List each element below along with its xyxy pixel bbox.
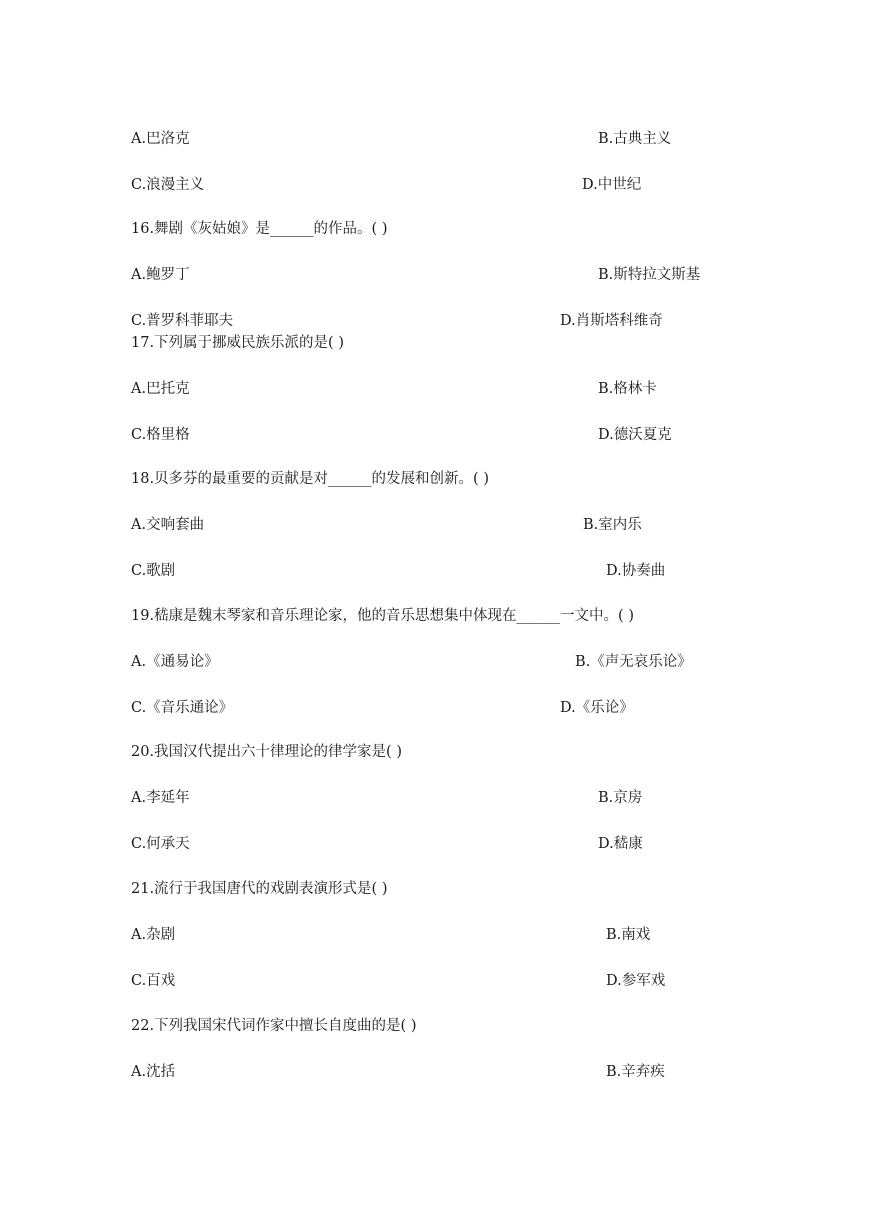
option-19-b: B.《声无哀乐论》: [575, 654, 692, 670]
option-21-b: B.南戏: [606, 927, 651, 943]
question-18: 18.贝多芬的最重要的贡献是对______的发展和创新。( ): [131, 471, 489, 487]
question-17: 17.下列属于挪威民族乐派的是( ): [131, 335, 344, 351]
option-18-c: C.歌剧: [131, 563, 176, 579]
option-15-a: A.巴洛克: [131, 131, 190, 147]
option-17-d: D.德沃夏克: [598, 427, 672, 443]
option-21-a: A.杂剧: [131, 927, 176, 943]
option-18-d: D.协奏曲: [606, 563, 666, 579]
option-20-c: C.何承天: [131, 836, 190, 852]
option-22-b: B.辛弃疾: [606, 1064, 665, 1080]
option-15-b: B.古典主义: [598, 131, 672, 147]
option-20-d: D.嵇康: [598, 836, 643, 852]
option-18-a: A.交响套曲: [131, 517, 205, 533]
question-19: 19.嵇康是魏末琴家和音乐理论家，他的音乐思想集中体现在______一文中。( ): [131, 608, 634, 624]
option-19-d: D.《乐论》: [560, 700, 634, 716]
question-22: 22.下列我国宋代词作家中擅长自度曲的是( ): [131, 1018, 417, 1034]
option-16-d: D.肖斯塔科维奇: [560, 313, 663, 329]
option-17-b: B.格林卡: [598, 381, 657, 397]
option-16-a: A.鲍罗丁: [131, 267, 190, 283]
option-20-b: B.京房: [598, 790, 643, 806]
option-19-c: C.《音乐通论》: [131, 700, 234, 716]
question-20: 20.我国汉代提出六十律理论的律学家是( ): [131, 744, 402, 760]
option-21-c: C.百戏: [131, 973, 176, 989]
option-15-c: C.浪漫主义: [131, 177, 205, 193]
option-17-a: A.巴托克: [131, 381, 190, 397]
option-16-b: B.斯特拉文斯基: [598, 267, 701, 283]
option-16-c: C.普罗科菲耶夫: [131, 313, 234, 329]
option-17-c: C.格里格: [131, 427, 190, 443]
option-20-a: A.李延年: [131, 790, 190, 806]
option-18-b: B.室内乐: [583, 517, 642, 533]
question-16: 16.舞剧《灰姑娘》是______的作品。( ): [131, 221, 388, 237]
question-21: 21.流行于我国唐代的戏剧表演形式是( ): [131, 881, 388, 897]
option-15-d: D.中世纪: [582, 177, 642, 193]
option-19-a: A.《通易论》: [131, 654, 219, 670]
option-22-a: A.沈括: [131, 1064, 176, 1080]
option-21-d: D.参军戏: [606, 973, 666, 989]
